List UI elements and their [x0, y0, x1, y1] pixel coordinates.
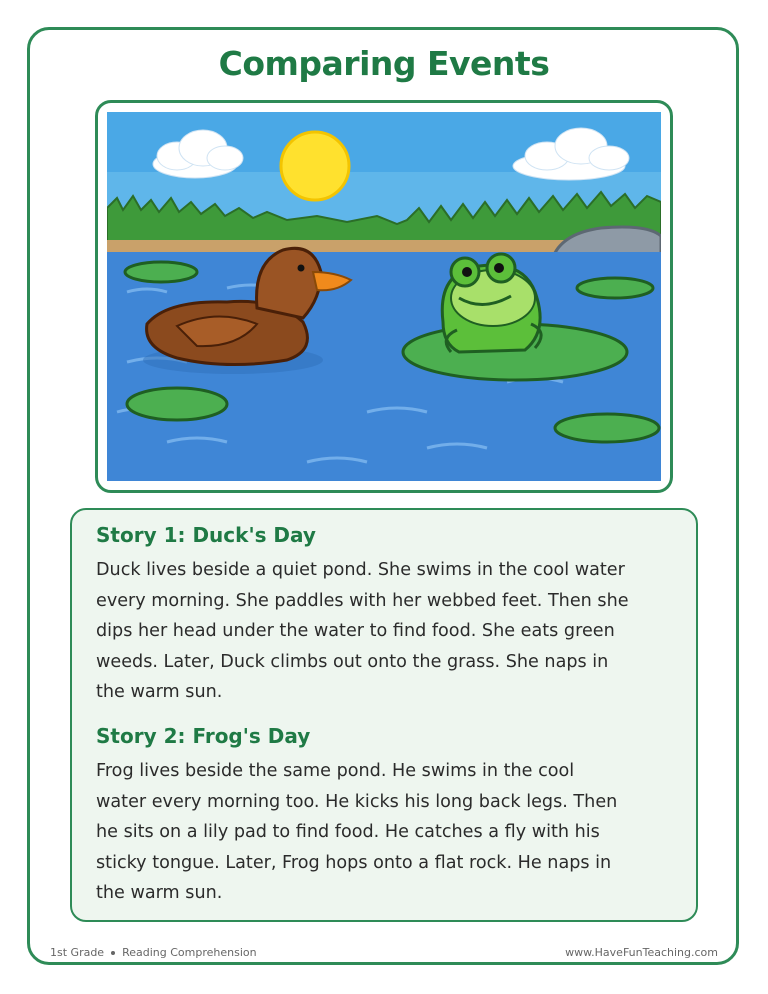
story-1-line: every morning. She paddles with her webbed feet. Then she: [96, 590, 629, 611]
page-title: Comparing Events: [218, 44, 550, 83]
story-2-line: Frog lives beside the same pond. He swims in the cool: [96, 761, 575, 781]
story-1-line: weeds. Later, Duck climbs out onto the grass. She naps in: [96, 651, 609, 672]
story-2-line: water every morning too. He kicks his long back legs. Then: [96, 791, 618, 812]
footer-website-link[interactable]: www.HaveFunTeaching.com: [565, 946, 718, 959]
lily-pad-lower-right: [555, 414, 659, 442]
story-1-title: Story 1: Duck's Day: [96, 523, 316, 547]
story-1-line: the warm sun.: [96, 682, 223, 702]
lily-pad-small-left: [125, 262, 197, 282]
pond-illustration: [107, 112, 661, 481]
footer-grade: 1st Grade: [50, 946, 105, 959]
story-1-line: dips her head under the water to find food. She eats green: [96, 621, 615, 641]
lily-pad-lower-left: [127, 388, 227, 420]
footer-subject: Reading Comprehension: [122, 946, 257, 959]
sun-icon: [281, 132, 349, 200]
story-1-body: [96, 555, 676, 708]
lily-pad-small-right: [577, 278, 653, 298]
bullet-icon: [111, 951, 115, 955]
story-2-line: the warm sun.: [96, 883, 223, 903]
story-2-title: Story 2: Frog's Day: [96, 724, 311, 748]
story-1-line: Duck lives beside a quiet pond. She swims in the cool water: [96, 560, 625, 580]
story-2-body: [96, 756, 676, 909]
story-2-line: sticky tongue. Later, Frog hops onto a flat rock. He naps in: [96, 852, 612, 873]
footer-meta: [50, 946, 257, 959]
story-2-line: he sits on a lily pad to find food. He catches a fly with his: [96, 822, 600, 842]
